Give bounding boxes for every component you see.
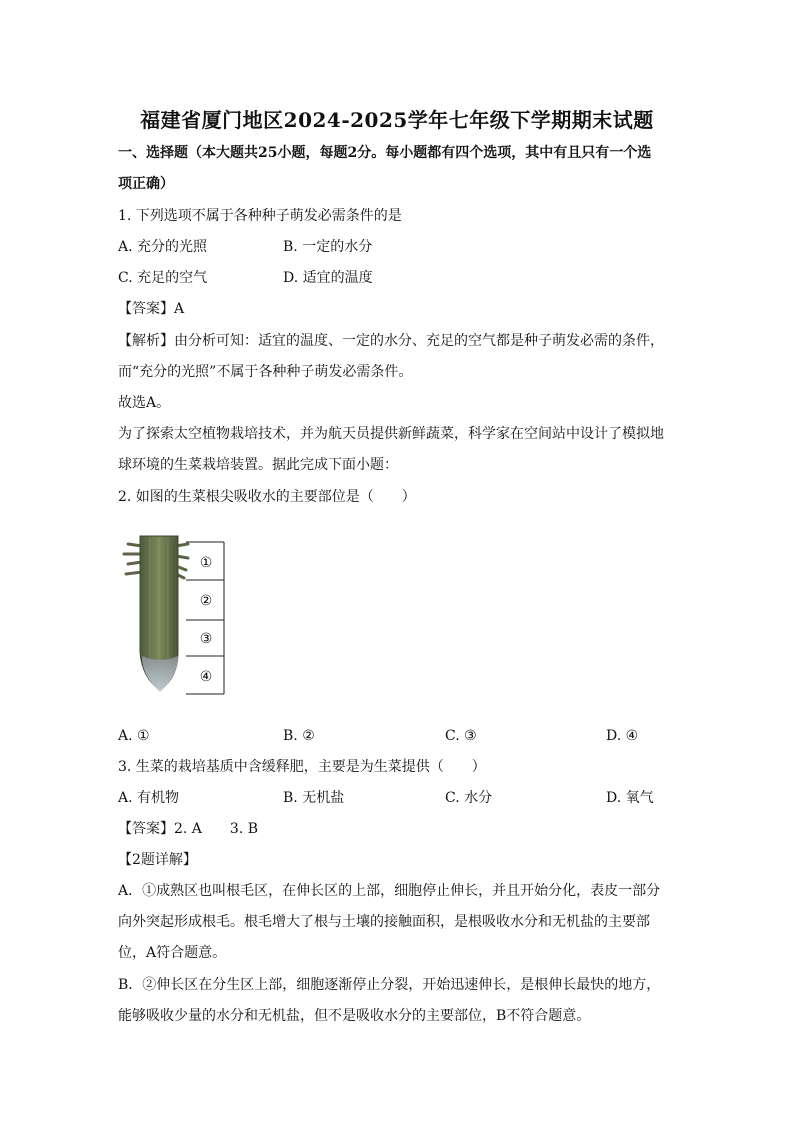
detail-a-line-3: 位，A符合题意。 bbox=[118, 945, 227, 961]
q1-conclusion: 故选A。 bbox=[118, 395, 171, 411]
q1-option-a: A. 充分的光照 bbox=[118, 239, 208, 255]
page-title: 福建省厦门地区2024-2025学年七年级下学期期末试题 bbox=[140, 108, 654, 132]
zone-label-2: ② bbox=[199, 593, 213, 609]
q1-option-d: D. 适宜的温度 bbox=[283, 270, 373, 286]
context-line-2: 球环境的生菜栽培装置。据此完成下面小题： bbox=[118, 457, 398, 473]
q3-option-c: C. 水分 bbox=[445, 790, 493, 806]
question-3-stem: 3. 生菜的栽培基质中含缓释肥，主要是为生菜提供（ ） bbox=[118, 759, 486, 775]
zone-label-4: ④ bbox=[199, 669, 213, 685]
q1-analysis-line-2: 而“充分的光照”不属于各种种子萌发必需条件。 bbox=[118, 364, 413, 380]
q2-option-c: C. ③ bbox=[445, 728, 477, 744]
answers-2-3: 【答案】2. A 3. B bbox=[118, 821, 259, 837]
question-1-stem: 1. 下列选项不属于各种种子萌发必需条件的是 bbox=[118, 208, 402, 224]
detail-heading: 【2题详解】 bbox=[118, 852, 197, 868]
q3-option-b: B. 无机盐 bbox=[283, 790, 345, 806]
section-heading-line-1: 一、选择题（本大题共25小题，每题2分。每小题都有四个选项，其中有且只有一个选 bbox=[118, 145, 652, 161]
context-line-1: 为了探索太空植物栽培技术，并为航天员提供新鲜蔬菜，科学家在空间站中设计了模拟地 bbox=[118, 426, 664, 442]
q3-option-a: A. 有机物 bbox=[118, 790, 180, 806]
zone-label-1: ① bbox=[199, 555, 213, 571]
q2-option-d: D. ④ bbox=[606, 728, 639, 744]
q1-option-c: C. 充足的空气 bbox=[118, 270, 208, 286]
q1-answer: 【答案】A bbox=[118, 301, 185, 317]
q3-option-d: D. 氧气 bbox=[606, 790, 654, 806]
root-tip-figure bbox=[120, 532, 230, 702]
detail-a-line-1: A．①成熟区也叫根毛区，在伸长区的上部，细胞停止伸长，并且开始分化，表皮一部分 bbox=[118, 883, 661, 899]
detail-b-line-1: B．②伸长区在分生区上部，细胞逐渐停止分裂，开始迅速伸长，是根伸长最快的地方， bbox=[118, 977, 661, 993]
root-cap bbox=[142, 656, 178, 692]
q2-option-b: B. ② bbox=[283, 728, 315, 744]
question-2-stem: 2. 如图的生菜根尖吸收水的主要部位是（ ） bbox=[118, 489, 416, 505]
detail-b-line-2: 能够吸收少量的水分和无机盐，但不是吸收水分的主要部位，B不符合题意。 bbox=[118, 1008, 591, 1024]
q2-option-a: A. ① bbox=[118, 728, 150, 744]
detail-a-line-2: 向外突起形成根毛。根毛增大了根与土壤的接触面积，是根吸收水分和无机盐的主要部 bbox=[118, 914, 650, 930]
q1-option-b: B. 一定的水分 bbox=[283, 239, 373, 255]
q1-analysis-line-1: 【解析】由分析可知：适宜的温度、一定的水分、充足的空气都是种子萌发必需的条件， bbox=[118, 333, 664, 349]
section-heading-line-2: 项正确） bbox=[118, 176, 174, 192]
zone-label-3: ③ bbox=[199, 631, 213, 647]
